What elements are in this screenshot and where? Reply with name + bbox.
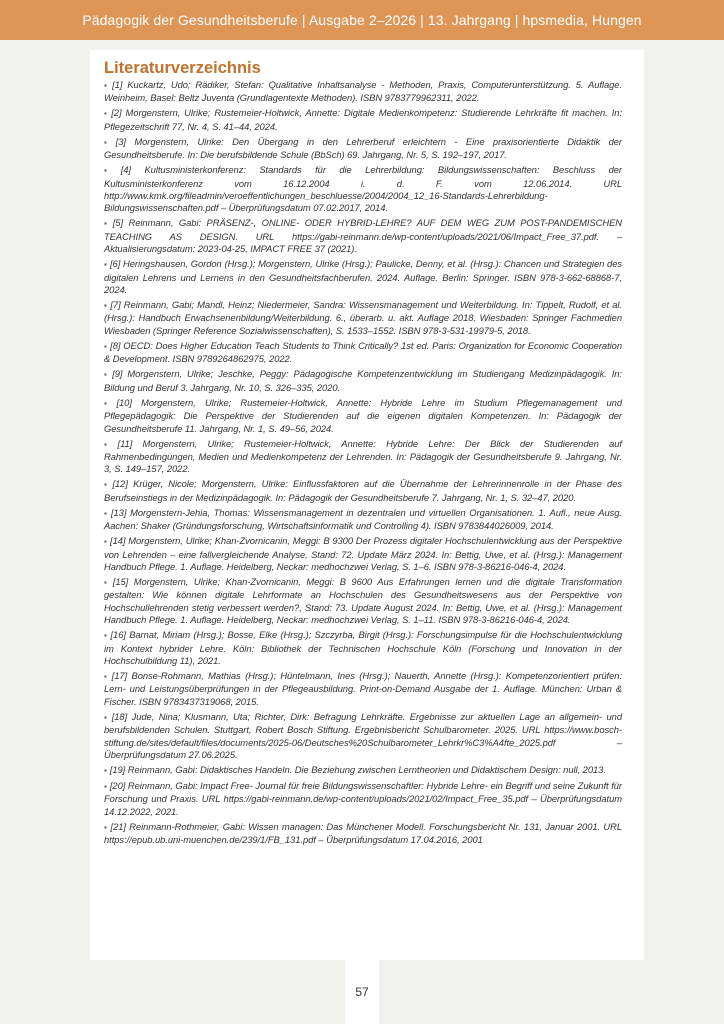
reference-text: [11] Morgenstern, Ulrike; Rustemeier-Holtwick, Annette: Hybride Lehre: Der Blick der Studierenden auf Rahmenbedingungen, Medien und Medienkompetenz der Lehrenden. In: Pädagogik der Gesundheitsberufe 9. Jahrgang, Nr. 3, S. 149–157, 2022. bbox=[104, 437, 622, 475]
bullet-icon: ▪ bbox=[104, 137, 113, 147]
reference-entry bbox=[104, 670, 622, 708]
reference-text: [5] Reinmann, Gabi: PRÄSENZ-, ONLINE- ODER HYBRID-LEHRE? AUF DEM WEG ZUM POST-PANDEMISCHEN TEACHING AS DESIGN. URL https://gabi-reinmann.de/wp-content/uploads/2021/06/Impact_Free_37.pdf. – Aktualisierungsdatum: 2023-04-25, IMPACT FREE 37 (2021). bbox=[104, 217, 622, 255]
bullet-icon: ▪ bbox=[104, 301, 108, 311]
reference-text: [4] Kultusministerkonferenz: Standards für die Lehrerbildung: Bildungswissenschaften: Beschluss der Kultusministerkonferenz vom 16.12.2004 i. d. F. vom 12.06.2014. URL http://www.kmk.org/fileadmin/veroeffentlichungen_beschluesse/2004/2004_12_16-Standards-Lehrerbildung-Bildungswissenschaften.pdf – Überprüfungsdatum 07.02.2017, 2014. bbox=[104, 164, 622, 214]
bullet-icon: ▪ bbox=[104, 260, 107, 270]
bullet-icon: ▪ bbox=[104, 671, 109, 681]
reference-list bbox=[104, 79, 622, 847]
reference-text: [20] Reinmann, Gabi: Impact Free- Journal für freie Bildungswissenschaftler: Hybride Lehre- ein Begriff und seine Zukunft für Forschung und Praxis. URL https://gabi-reinmann.de/wp-content/uploads/2021/02/Impact_Free_35.pdf – Überprüfungsdatum 14.12.2022, 2021. bbox=[104, 780, 622, 817]
reference-entry bbox=[104, 79, 622, 105]
bullet-icon: ▪ bbox=[104, 577, 110, 587]
reference-entry bbox=[104, 821, 622, 847]
reference-text: [6] Heringshausen, Gordon (Hrsg.); Morgenstern, Ulrike (Hrsg.); Paulicke, Denny, et al. (Hrsg.): Chancen und Strategien des digitalen Lehrens und Lernens in den Gesundheitsfachberufen. 2024. Auflage. Berlin: Springer. ISBN 978-3-662-68868-7, 2024. bbox=[104, 258, 622, 296]
reference-text: [18] Jude, Nina; Klusmann, Uta; Richter, Dirk: Befragung Lehrkräfte. Ergebnisse zur aktuellen Lage an allgemein- und berufsbildenden Schulen. Stuttgart, Robert Bosch Stiftung. Ergebnisbericht Schulbarometer. 2025. URL https://www.bosch-stiftung.de/sites/default/files/documents/2025-06/Deutsches%20Schulbarometer_Lehrkr%C3%A4fte_2025.pdf – Überprüfungsdatum 27.06.2025. bbox=[104, 710, 622, 760]
reference-entry bbox=[104, 368, 622, 394]
reference-text: [10] Morgenstern, Ulrike; Rustemeier-Holtwick, Annette: Hybride Lehre im Studium Pflegemanagement und Pflegepädagogik: Die Perspektive der Studierenden auf die eigenen digitalen Kompetenzen. In: Pädagogik der Gesundheitsberufe 11. Jahrgang, Nr. 1, S. 49–56, 2024. bbox=[104, 396, 622, 434]
bullet-icon: ▪ bbox=[104, 81, 110, 90]
bullet-icon: ▪ bbox=[104, 398, 114, 408]
bullet-icon: ▪ bbox=[104, 166, 118, 176]
bibliography bbox=[104, 59, 622, 849]
reference-text: [7] Reinmann, Gabi; Mandl, Heinz; Niedermeier, Sandra: Wissensmanagement und Weiterbildung. In: Tippelt, Rudolf, et al. (Hrsg.): Handbuch Erwachsenenbildung/Weiterbildung. 6., überarb. u. akt. Auflage 2018. Wiesbaden: Springer Fachmedien Wiesbaden (Springer Reference Sozialwissenschaften), S. 1533–1552. ISBN 978-3-531-19979-5, 2018. bbox=[104, 299, 622, 336]
reference-entry bbox=[104, 780, 622, 818]
reference-entry bbox=[104, 299, 622, 337]
reference-entry bbox=[104, 107, 622, 133]
bullet-icon: ▪ bbox=[104, 782, 107, 791]
reference-entry bbox=[104, 711, 622, 762]
bullet-icon: ▪ bbox=[104, 537, 108, 547]
reference-text: [3] Morgenstern, Ulrike: Den Übergang in den Lehrerberuf erleichtern - Eine praxisorientierte Didaktik der Gesundheitsberufe. In: Die berufsbildende Schule (BbSch) 69. Jahrgang, Nr. 5, S. 192–197, 2017. bbox=[104, 135, 622, 161]
reference-text: [17] Bonse-Rohmann, Mathias (Hrsg.); Hüntelmann, Ines (Hrsg.); Nauerth, Annette (Hrsg.): Kompetenzorientiert prüfen: Lern- und Leistungsüberprüfungen in der Pflegeausbildung. Print-on-Demand Ausgabe der 1. Auflage. München: Urban & Fischer. ISBN 9783437319068, 2015. bbox=[104, 669, 622, 707]
reference-text: [8] OECD: Does Higher Education Teach Students to Think Critically? 1st ed. Paris: Organization for Economic Cooperation & Development. ISBN 9789264862975, 2022. bbox=[104, 339, 622, 365]
reference-text: [16] Barnat, Miriam (Hrsg.); Bosse, Elke (Hrsg.); Szczyrba, Birgit (Hrsg.): Forschungsimpulse für die Hochschulentwicklung im Kontext hybrider Lehre. Köln: Bibliothek der Technischen Hochschule Köln (Forschung und Innovation in der Hochschulbildung 11), 2021. bbox=[104, 629, 622, 666]
page-content bbox=[90, 50, 644, 960]
bullet-icon: ▪ bbox=[104, 822, 108, 832]
reference-entry bbox=[104, 438, 622, 476]
reference-text: [1] Kuckartz, Udo; Rädiker, Stefan: Qualitative Inhaltsanalyse - Methoden, Praxis, Computerunterstützung. 5. Auflage. Weinheim, Basel: Beltz Juventa (Grundlagentexte Methoden). ISBN 9783779962311, 2022. bbox=[104, 79, 622, 104]
bullet-icon: ▪ bbox=[104, 439, 115, 449]
reference-entry bbox=[104, 535, 622, 573]
reference-text: [21] Reinmann-Rothmeier, Gabi: Wissen managen: Das Münchener Modell. Forschungsbericht Nr. 131, Januar 2001. URL https://epub.ub.uni-muenchen.de/239/1/FB_131.pdf – Überprüfungsdatum 17.04.2016, 2001 bbox=[104, 820, 622, 846]
reference-entry bbox=[104, 164, 622, 215]
reference-text: [2] Morgenstern, Ulrike; Rustemeier-Holtwick, Annette: Digitale Medienkompetenz: Studierende Lehrkräfte fit machen. In: Pflegezeitschrift 77, Nr. 4, S. 41–44, 2024. bbox=[104, 107, 622, 132]
reference-entry bbox=[104, 507, 622, 533]
reference-entry bbox=[104, 258, 622, 296]
reference-entry bbox=[104, 397, 622, 435]
bullet-icon: ▪ bbox=[104, 631, 108, 641]
reference-entry bbox=[104, 764, 622, 777]
reference-entry bbox=[104, 217, 622, 255]
page-number: 57 bbox=[355, 985, 369, 999]
journal-header: Pädagogik der Gesundheitsberufe | Ausgabe 2–2026 | 13. Jahrgang | hpsmedia, Hungen bbox=[0, 0, 724, 40]
bullet-icon: ▪ bbox=[104, 766, 107, 775]
bullet-icon: ▪ bbox=[104, 219, 110, 229]
reference-entry bbox=[104, 478, 622, 504]
reference-text: [15] Morgenstern, Ulrike; Khan-Zvornicanin, Meggi: B 9600 Aus Erfahrungen lernen und die digitale Transformation gestalten: Wie können digitale Lehrformate an Hochschulen des Gesundheitswesens aus der Perspektive von Hochschullehrenden stetig verbessert werden?, Stand: 73. Update August 2024. In: Bettig, Uwe, et al. (Hrsg.): Management Handbuch Pflege. 1. Auflage. Heidelberg, Neckar: medhochzwei Verlag, S. 1–11. ISBN 978-3-86216-046-4, 2024. bbox=[104, 575, 622, 626]
reference-entry bbox=[104, 340, 622, 366]
section-title: Literaturverzeichnis bbox=[104, 59, 261, 77]
reference-text: [19] Reinmann, Gabi: Didaktisches Handeln. Die Beziehung zwischen Lerntheorien und Didaktischem Design: null, 2013. bbox=[109, 764, 606, 775]
bullet-icon: ▪ bbox=[104, 341, 108, 351]
reference-entry bbox=[104, 629, 622, 667]
bullet-icon: ▪ bbox=[104, 480, 110, 490]
reference-text: [9] Morgenstern, Ulrike; Jeschke, Peggy: Pädagogische Kompetenzentwicklung im Studiengang Medizinpädagogik. In: Bildung und Beruf 3. Jahrgang, Nr. 10, S. 326–335, 2020. bbox=[104, 368, 622, 393]
bullet-icon: ▪ bbox=[104, 109, 109, 119]
reference-entry bbox=[104, 136, 622, 162]
reference-entry bbox=[104, 576, 622, 627]
bullet-icon: ▪ bbox=[104, 370, 110, 380]
reference-text: [14] Morgenstern, Ulrike; Khan-Zvornicanin, Meggi: B 9300 Der Prozess digitaler Hochschulentwicklung aus der Perspektive von Lehrenden – eine fallvergleichende Analyse, Stand: 72. Update März 2024. In: Bettig, Uwe, et al. (Hrsg.): Management Handbuch Pflege. 1. Auflage. Heidelberg, Neckar: medhochzwei Verlag, S. 1–6. ISBN 978-3-86216-046-4, 2024. bbox=[104, 535, 622, 572]
reference-text: [12] Krüger, Nicole; Morgenstern, Ulrike: Einflussfaktoren auf die Übernahme der Lehrerinnenrolle in der Phase des Berufseinstiegs in der Medizinpädagogik. In: Pädagogik der Gesundheitsberufe 7. Jahrgang, Nr. 1, S. 32–47, 2020. bbox=[104, 478, 622, 503]
bullet-icon: ▪ bbox=[104, 712, 109, 722]
reference-text: [13] Morgenstern-Jehia, Thomas: Wissensmanagement in dezentralen und virtuellen Organisationen. 1. Aufl., neue Ausg. Aachen: Shaker (Gründungsforschung, Wirtschaftsinformatik und Controlling 4). ISBN 9783844026009, 2014. bbox=[104, 506, 622, 532]
bullet-icon: ▪ bbox=[104, 508, 108, 518]
